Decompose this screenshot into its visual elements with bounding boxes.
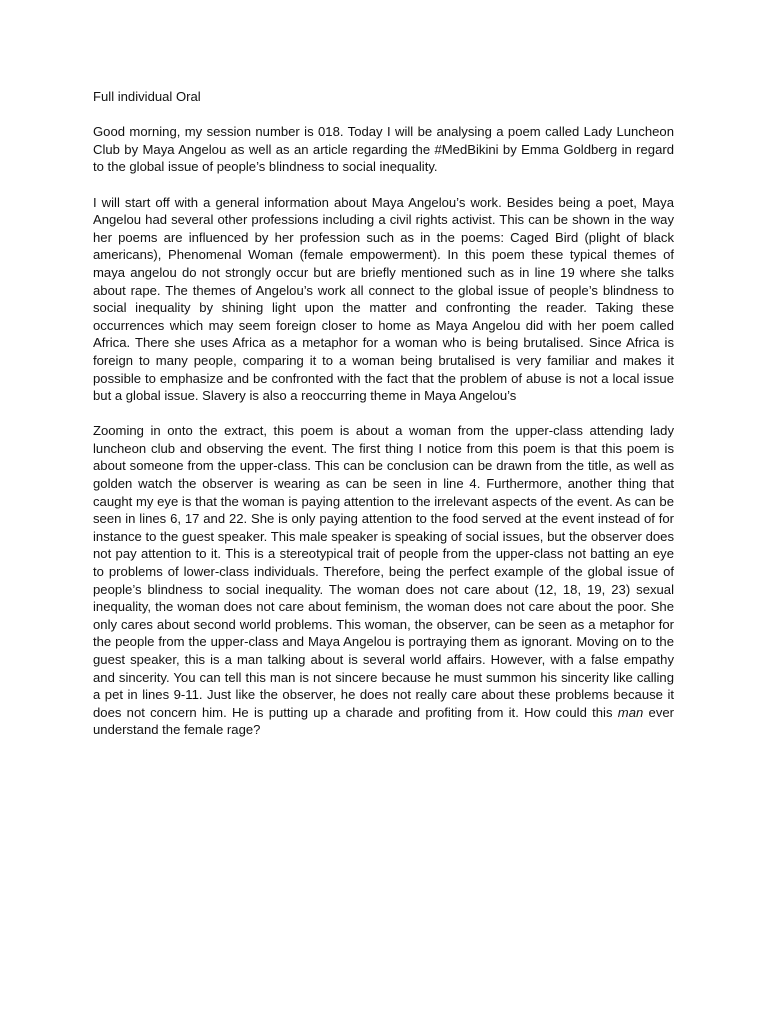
italic-emphasis: man — [617, 704, 644, 720]
paragraph-analysis — [93, 422, 674, 739]
paragraph-intro: Good morning, my session number is 018. Today I will be analysing a poem called Lady Luncheon Club by Maya Angelou as well as an article regarding the #MedBikini by Emma Goldberg in regard to the global issue of people’s blindness to social inequality. — [93, 124, 674, 175]
paragraph-background: I will start off with a general information about Maya Angelou’s work. Besides being a poet, Maya Angelou had several other professions including a civil rights activist. This can be shown in the way her poems are influenced by her profession such as in the poems: Caged Bird (plight of black americans), Phenomenal Woman (female empowerment). In this poem these typical themes of maya angelou do not strongly occur but are briefly mentioned such as in line 19 where she talks about rape. The themes of Angelou’s work all connect to the global issue of people’s blindness to social inequality by shining light upon the matter and confronting the reader. Taking these occurrences which may seem foreign closer to home as Maya Angelou did with her poem called Africa. There she uses Africa as a metaphor for a woman who is being brutalised. Since Africa is foreign to many people, comparing it to a woman being brutalised is very familiar and makes it possible to emphasize and be confronted with the fact that the problem of abuse is not a local issue but a global issue. Slavery is also a reoccurring theme in Maya Angelou’s — [93, 194, 674, 404]
document-page — [93, 88, 674, 757]
paragraph-analysis-body: Zooming in onto the extract, this poem is about a woman from the upper-class attending lady luncheon club and observing the event. The first thing I notice from this poem is that this poem is about someone from the upper-class. This can be conclusion can be drawn from the title, as well as golden watch the observer is wearing as can be seen in line 4. Furthermore, another thing that caught my eye is that the woman is paying attention to the irrelevant aspects of the event. As can be seen in lines 6, 17 and 22. She is only paying attention to the food served at the event instead of for instance to the guest speaker. This male speaker is speaking of social issues, but the observer does not pay attention to it. This is a stereotypical trait of people from the upper-class not batting an eye to problems of lower-class individuals. Therefore, being the perfect example of the global issue of people’s blindness to social inequality. The woman does not care about (12, 18, 19, 23) sexual inequality, the woman does not care about feminism, the woman does not care about the poor. She only cares about second world problems. This woman, the observer, can be seen as a metaphor for the people from the upper-class and Maya Angelou is portraying them as ignorant. Moving on to the guest speaker, this is a man talking about is several world affairs. However, with a false empathy and sincerity. You can tell this man is not sincere because he must summon his sincerity like calling a pet in lines 9-11. Just like the observer, he does not really care about these problems because it does not concern him. He is putting up a charade and profiting from it. How could this — [93, 423, 674, 720]
document-title: Full individual Oral — [93, 89, 201, 104]
paragraph-analysis-ending: ever understand the female rage? — [93, 704, 675, 738]
